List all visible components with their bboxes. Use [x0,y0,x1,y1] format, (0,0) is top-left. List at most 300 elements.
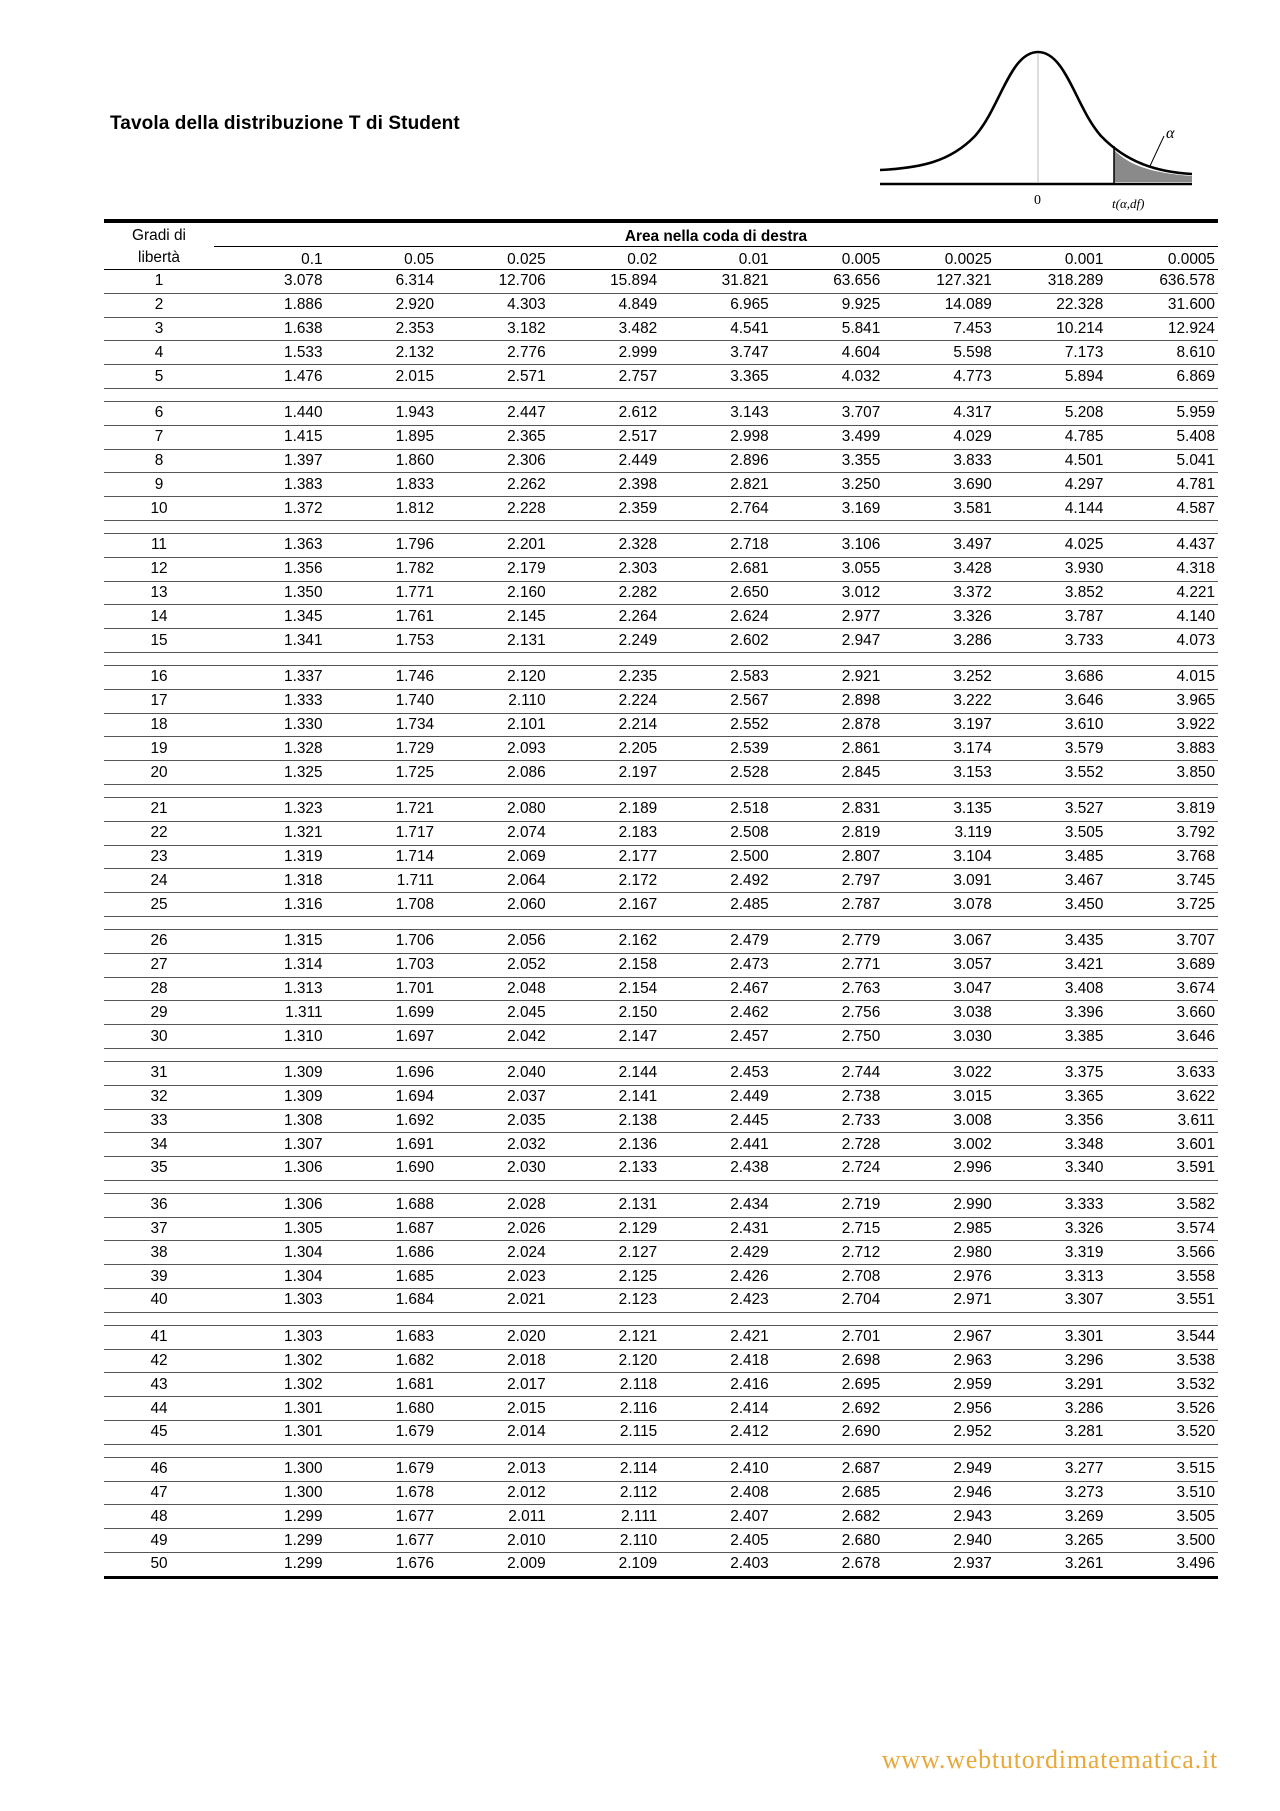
value-cell: 3.286 [883,629,995,653]
value-cell: 2.264 [549,605,661,629]
value-cell: 2.861 [772,737,884,761]
value-cell: 2.976 [883,1265,995,1289]
separator-cell [104,1180,1218,1193]
value-cell: 3.396 [995,1001,1107,1025]
value-cell: 2.940 [883,1529,995,1553]
value-cell: 1.304 [214,1241,326,1265]
value-cell: 3.428 [883,557,995,581]
value-cell: 2.479 [660,929,772,953]
value-cell: 2.064 [437,869,549,893]
table-row [104,365,1218,389]
value-cell: 2.179 [437,557,549,581]
value-cell: 3.690 [883,473,995,497]
separator-cell [104,784,1218,797]
group-separator [104,784,1218,797]
value-cell: 1.833 [326,473,438,497]
value-cell: 3.385 [995,1025,1107,1049]
df-cell: 6 [104,401,214,425]
value-cell: 2.328 [549,533,661,557]
value-cell: 1.697 [326,1025,438,1049]
value-cell: 1.333 [214,689,326,713]
value-cell: 1.708 [326,893,438,917]
value-cell: 1.699 [326,1001,438,1025]
value-cell: 3.538 [1106,1349,1218,1373]
value-cell: 3.622 [1106,1085,1218,1109]
table-row [104,1505,1218,1529]
value-cell: 2.017 [437,1373,549,1397]
group-separator [104,388,1218,401]
table-row [104,821,1218,845]
value-cell: 2.467 [660,977,772,1001]
value-cell: 1.300 [214,1481,326,1505]
table-row [104,401,1218,425]
value-cell: 1.753 [326,629,438,653]
df-cell: 42 [104,1349,214,1373]
value-cell: 2.447 [437,401,549,425]
value-cell: 2.024 [437,1241,549,1265]
alpha-label: α [1166,125,1175,142]
value-cell: 2.492 [660,869,772,893]
value-cell: 4.785 [995,425,1107,449]
table-row [104,293,1218,317]
value-cell: 4.781 [1106,473,1218,497]
value-cell: 3.008 [883,1109,995,1133]
table-row [104,1133,1218,1157]
value-cell: 2.715 [772,1217,884,1241]
df-cell: 49 [104,1529,214,1553]
value-cell: 2.971 [883,1289,995,1313]
value-cell: 2.197 [549,761,661,785]
value-cell: 2.685 [772,1481,884,1505]
column-header: 0.02 [549,247,661,270]
value-cell: 2.431 [660,1217,772,1241]
table-row [104,270,1218,294]
value-cell: 4.221 [1106,581,1218,605]
value-cell: 2.030 [437,1157,549,1181]
value-cell: 2.132 [326,341,438,365]
value-cell: 2.408 [660,1481,772,1505]
df-cell: 7 [104,425,214,449]
df-cell: 46 [104,1457,214,1481]
value-cell: 2.154 [549,977,661,1001]
value-cell: 2.756 [772,1001,884,1025]
value-cell: 1.895 [326,425,438,449]
column-header: 0.05 [326,247,438,270]
value-cell: 2.121 [549,1325,661,1349]
value-cell: 2.920 [326,293,438,317]
value-cell: 3.222 [883,689,995,713]
value-cell: 1.860 [326,449,438,473]
value-cell: 3.707 [1106,929,1218,953]
value-cell: 2.012 [437,1481,549,1505]
value-cell: 5.959 [1106,401,1218,425]
value-cell: 3.252 [883,665,995,689]
table-row [104,581,1218,605]
value-cell: 1.729 [326,737,438,761]
value-cell: 2.571 [437,365,549,389]
df-cell: 32 [104,1085,214,1109]
value-cell: 1.350 [214,581,326,605]
value-cell: 2.712 [772,1241,884,1265]
value-cell: 1.302 [214,1373,326,1397]
column-header: 0.1 [214,247,326,270]
value-cell: 3.348 [995,1133,1107,1157]
value-cell: 15.894 [549,270,661,294]
value-cell: 3.119 [883,821,995,845]
value-cell: 1.685 [326,1265,438,1289]
value-cell: 1.299 [284,1555,323,1573]
value-cell: 3.015 [883,1085,995,1109]
value-cell: 2.583 [660,665,772,689]
df-cell: 36 [104,1193,214,1217]
value-cell: 3.012 [772,581,884,605]
value-cell: 3.365 [660,365,772,389]
table-row [104,1349,1218,1373]
value-cell: 1.703 [326,953,438,977]
value-cell: 2.449 [549,449,661,473]
value-cell: 2.214 [549,713,661,737]
value-cell: 2.023 [437,1265,549,1289]
value-cell: 1.311 [214,1001,326,1025]
value-cell: 2.109 [618,1555,658,1573]
value-cell: 4.587 [1106,497,1218,521]
value-cell: 1.356 [214,557,326,581]
value-cell: 2.763 [772,977,884,1001]
value-cell: 6.869 [1106,365,1218,389]
value-cell: 3.273 [995,1481,1107,1505]
value-cell: 12.706 [437,270,549,294]
df-cell: 50 [150,1555,168,1573]
value-cell: 2.750 [772,1025,884,1049]
value-cell: 2.952 [883,1421,995,1445]
value-cell: 3.135 [883,797,995,821]
value-cell: 3.055 [772,557,884,581]
value-cell: 2.701 [772,1325,884,1349]
value-cell: 3.067 [883,929,995,953]
value-cell: 1.682 [326,1349,438,1373]
zero-label: 0 [1034,193,1041,208]
value-cell: 3.047 [883,977,995,1001]
value-cell: 1.301 [214,1397,326,1421]
value-cell: 3.499 [772,425,884,449]
value-cell: 3.281 [995,1421,1107,1445]
value-cell: 4.501 [995,449,1107,473]
value-cell: 2.612 [549,401,661,425]
value-cell: 2.528 [660,761,772,785]
value-cell: 2.403 [730,1555,769,1573]
value-cell: 2.365 [437,425,549,449]
value-cell: 5.208 [995,401,1107,425]
value-cell: 2.845 [772,761,884,785]
value-cell: 2.414 [660,1397,772,1421]
value-cell: 3.365 [995,1085,1107,1109]
table-row [104,1241,1218,1265]
value-cell: 3.505 [995,821,1107,845]
separator-cell [104,388,1218,401]
table-row [104,689,1218,713]
value-cell: 2.896 [660,449,772,473]
df-cell: 33 [104,1109,214,1133]
df-header-line1: Gradi di [132,226,186,244]
table-row [104,869,1218,893]
value-cell: 2.177 [549,845,661,869]
value-cell: 3.505 [1106,1505,1218,1529]
value-cell: 2.977 [772,605,884,629]
value-cell: 3.591 [1106,1157,1218,1181]
df-cell: 16 [104,665,214,689]
value-cell: 2.462 [660,1001,772,1025]
value-cell: 2.011 [437,1505,549,1529]
value-cell: 22.328 [995,293,1107,317]
value-cell: 31.600 [1106,293,1218,317]
value-cell: 2.539 [660,737,772,761]
density-curve [880,52,1192,174]
value-cell: 2.056 [437,929,549,953]
df-cell: 38 [104,1241,214,1265]
value-cell: 1.316 [214,893,326,917]
value-cell: 3.930 [995,557,1107,581]
value-cell: 3.833 [883,449,995,473]
value-cell: 4.317 [883,401,995,425]
value-cell: 1.415 [214,425,326,449]
value-cell: 3.646 [1106,1025,1218,1049]
value-cell: 2.724 [772,1157,884,1181]
value-cell: 3.510 [1106,1481,1218,1505]
value-cell: 1.319 [214,845,326,869]
value-cell: 2.147 [549,1025,661,1049]
value-cell: 2.434 [660,1193,772,1217]
value-cell: 3.291 [995,1373,1107,1397]
df-cell: 26 [104,929,214,953]
value-cell: 1.782 [326,557,438,581]
value-cell: 3.674 [1106,977,1218,1001]
value-cell: 2.821 [660,473,772,497]
value-cell: 3.030 [883,1025,995,1049]
df-cell: 39 [104,1265,214,1289]
table-row [104,317,1218,341]
value-cell: 2.405 [660,1529,772,1553]
df-header-line2: libertà [104,247,214,270]
value-cell: 2.776 [437,341,549,365]
value-cell: 3.497 [883,533,995,557]
value-cell: 2.624 [660,605,772,629]
df-cell: 44 [104,1397,214,1421]
value-cell: 2.133 [549,1157,661,1181]
value-cell: 2.744 [772,1061,884,1085]
value-cell: 2.680 [772,1529,884,1553]
value-cell: 3.038 [883,1001,995,1025]
value-cell: 1.681 [326,1373,438,1397]
value-cell: 4.318 [1106,557,1218,581]
value-cell: 5.894 [995,365,1107,389]
value-cell: 3.104 [883,845,995,869]
t-critical-label: t(α,df) [1112,196,1145,211]
value-cell: 1.688 [326,1193,438,1217]
value-cell: 2.738 [772,1085,884,1109]
value-cell: 2.118 [549,1373,661,1397]
value-cell: 3.792 [1106,821,1218,845]
value-cell: 5.841 [772,317,884,341]
df-cell: 31 [104,1061,214,1085]
df-cell: 17 [104,689,214,713]
value-cell: 2.473 [660,953,772,977]
value-cell: 2.359 [549,497,661,521]
value-cell: 3.526 [1106,1397,1218,1421]
value-cell: 2.145 [437,605,549,629]
value-cell: 318.289 [995,270,1107,294]
value-cell: 1.812 [326,497,438,521]
value-cell: 3.819 [1106,797,1218,821]
table-row [104,1001,1218,1025]
value-cell: 1.440 [214,401,326,425]
value-cell: 3.496 [1176,1555,1215,1573]
value-cell: 2.996 [883,1157,995,1181]
value-cell: 3.552 [995,761,1107,785]
df-cell: 24 [104,869,214,893]
value-cell: 2.160 [437,581,549,605]
separator-cell [104,1048,1218,1061]
value-cell: 1.328 [214,737,326,761]
value-cell: 1.299 [214,1505,326,1529]
value-cell: 3.686 [995,665,1107,689]
value-cell: 2.111 [549,1505,661,1529]
value-cell: 3.689 [1106,953,1218,977]
value-cell: 2.998 [660,425,772,449]
df-cell: 37 [104,1217,214,1241]
value-cell: 1.680 [326,1397,438,1421]
value-cell: 1.694 [326,1085,438,1109]
value-cell: 2.449 [660,1085,772,1109]
value-cell: 3.355 [772,449,884,473]
value-cell: 9.925 [772,293,884,317]
table-row [104,1325,1218,1349]
value-cell: 3.340 [995,1157,1107,1181]
df-cell: 27 [104,953,214,977]
value-cell: 1.315 [214,929,326,953]
value-cell: 2.819 [772,821,884,845]
value-cell: 2.015 [437,1397,549,1421]
df-cell: 45 [104,1421,214,1445]
value-cell: 2.306 [437,449,549,473]
table-row [104,737,1218,761]
value-cell: 3.581 [883,497,995,521]
value-cell: 3.745 [1106,869,1218,893]
value-cell: 2.708 [772,1265,884,1289]
value-cell: 2.650 [660,581,772,605]
df-cell: 23 [104,845,214,869]
value-cell: 2.353 [326,317,438,341]
df-cell: 29 [104,1001,214,1025]
value-cell: 3.566 [1106,1241,1218,1265]
table-row [104,629,1218,653]
value-cell: 2.060 [437,893,549,917]
group-separator [104,1048,1218,1061]
table-row [104,557,1218,581]
value-cell: 1.746 [326,665,438,689]
value-cell: 2.069 [437,845,549,869]
value-cell: 2.416 [660,1373,772,1397]
value-cell: 2.728 [772,1133,884,1157]
value-cell: 1.796 [326,533,438,557]
value-cell: 2.797 [772,869,884,893]
alpha-pointer [1150,136,1164,166]
value-cell: 2.035 [437,1109,549,1133]
value-cell: 1.677 [326,1505,438,1529]
value-cell: 2.453 [660,1061,772,1085]
value-cell: 2.410 [660,1457,772,1481]
value-cell: 2.418 [660,1349,772,1373]
value-cell: 1.308 [214,1109,326,1133]
value-cell: 2.441 [660,1133,772,1157]
value-cell: 2.421 [660,1325,772,1349]
value-cell: 3.733 [995,629,1107,653]
value-cell: 2.567 [660,689,772,713]
value-cell: 1.323 [214,797,326,821]
value-cell: 4.029 [883,425,995,449]
table-row [104,1061,1218,1085]
value-cell: 2.303 [549,557,661,581]
df-cell: 41 [104,1325,214,1349]
value-cell: 2.131 [549,1193,661,1217]
value-cell: 1.309 [214,1085,326,1109]
value-cell: 2.037 [437,1085,549,1109]
value-cell: 3.435 [995,929,1107,953]
group-separator [104,520,1218,533]
separator-cell [104,652,1218,665]
value-cell: 1.761 [326,605,438,629]
value-cell: 2.445 [660,1109,772,1133]
value-cell: 1.313 [214,977,326,1001]
t-distribution-curve [880,46,1210,221]
value-cell: 3.544 [1106,1325,1218,1349]
value-cell: 1.686 [326,1241,438,1265]
df-cell: 18 [104,713,214,737]
value-cell: 3.527 [995,797,1107,821]
value-cell: 2.508 [660,821,772,845]
value-cell: 2.757 [549,365,661,389]
value-cell: 2.719 [772,1193,884,1217]
value-cell: 1.886 [214,293,326,317]
value-cell: 2.963 [883,1349,995,1373]
value-cell: 1.318 [214,869,326,893]
table-row [104,533,1218,557]
value-cell: 1.690 [326,1157,438,1181]
value-cell: 3.022 [883,1061,995,1085]
value-cell: 2.878 [772,713,884,737]
value-cell: 2.698 [772,1349,884,1373]
value-cell: 2.158 [549,953,661,977]
value-cell: 6.965 [660,293,772,317]
value-cell: 2.115 [549,1421,661,1445]
value-cell: 2.028 [437,1193,549,1217]
value-cell: 3.922 [1106,713,1218,737]
df-cell: 40 [104,1289,214,1313]
value-cell: 2.682 [772,1505,884,1529]
value-cell: 1.943 [326,401,438,425]
table-row [104,1157,1218,1181]
df-cell: 34 [104,1133,214,1157]
table-row [104,1397,1218,1421]
value-cell: 31.821 [660,270,772,294]
table-row [104,977,1218,1001]
value-cell: 1.337 [214,665,326,689]
value-cell: 3.250 [772,473,884,497]
value-cell: 1.687 [326,1217,438,1241]
value-cell: 1.330 [214,713,326,737]
value-cell: 2.764 [660,497,772,521]
value-cell: 2.015 [326,365,438,389]
area-header: Area nella coda di destra [214,223,1218,247]
